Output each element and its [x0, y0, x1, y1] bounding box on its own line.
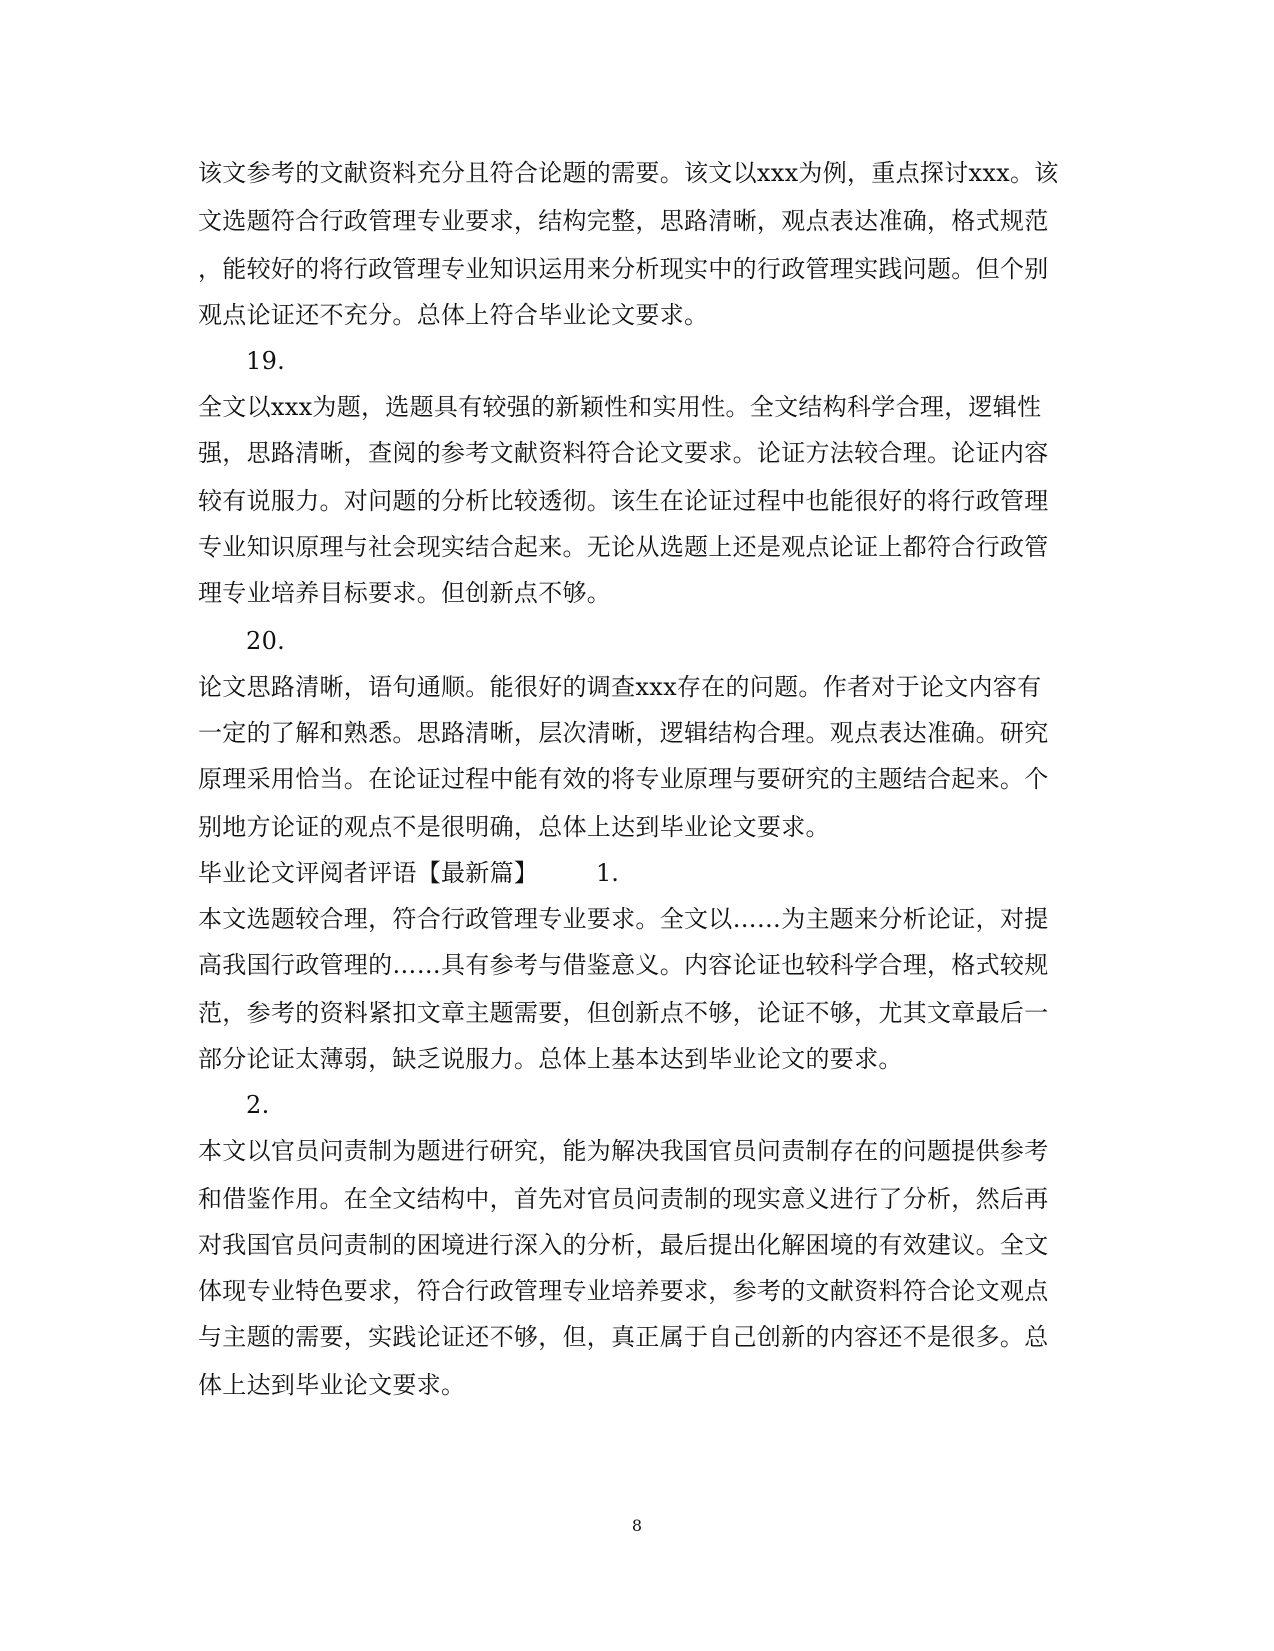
paragraph-line: 该文参考的文献资料充分且符合论题的需要。该文以xxx为例，重点探讨xxx。该	[198, 159, 1059, 187]
paragraph-line: 理专业培养目标要求。但创新点不够。	[198, 579, 612, 607]
item-number: 20.	[246, 627, 286, 655]
section-heading: 毕业论文评阅者评语【最新篇】	[198, 859, 539, 887]
paragraph-line: 一定的了解和熟悉。思路清晰，层次清晰，逻辑结构合理。观点表达准确。研究	[198, 719, 1049, 747]
paragraph-line: 观点论证还不充分。总体上符合毕业论文要求。	[198, 301, 709, 329]
paragraph-line: 体现专业特色要求，符合行政管理专业培养要求，参考的文献资料符合论文观点	[198, 1277, 1049, 1305]
paragraph-line: 原理采用恰当。在论证过程中能有效的将专业原理与要研究的主题结合起来。个	[198, 765, 1049, 793]
item-number: 19.	[246, 347, 286, 375]
item-number: 2.	[246, 1091, 270, 1119]
paragraph-line: 别地方论证的观点不是很明确，总体上达到毕业论文要求。	[198, 813, 830, 841]
paragraph-line: 范，参考的资料紧扣文章主题需要，但创新点不够，论证不够，尤其文章最后一	[198, 999, 1049, 1027]
paragraph-line: 专业知识原理与社会现实结合起来。无论从选题上还是观点论证上都符合行政管	[198, 533, 1049, 561]
paragraph-line: 本文选题较合理，符合行政管理专业要求。全文以……为主题来分析论证，对提	[198, 905, 1049, 933]
paragraph-line: 部分论证太薄弱，缺乏说服力。总体上基本达到毕业论文的要求。	[198, 1045, 903, 1073]
paragraph-line: 论文思路清晰，语句通顺。能很好的调查xxx存在的问题。作者对于论文内容有	[198, 673, 1042, 701]
paragraph-line: 体上达到毕业论文要求。	[198, 1371, 466, 1399]
paragraph-line: 和借鉴作用。在全文结构中，首先对官员问责制的现实意义进行了分析，然后再	[198, 1185, 1049, 1213]
paragraph-line: ，能较好的将行政管理专业知识运用来分析现实中的行政管理实践问题。但个别	[198, 255, 1049, 283]
paragraph-line: 本文以官员问责制为题进行研究，能为解决我国官员问责制存在的问题提供参考	[198, 1137, 1049, 1165]
paragraph-line: 高我国行政管理的……具有参考与借鉴意义。内容论证也较科学合理，格式较规	[198, 951, 1049, 979]
paragraph-line: 较有说服力。对问题的分析比较透彻。该生在论证过程中也能很好的将行政管理	[198, 487, 1049, 515]
paragraph-line: 全文以xxx为题，选题具有较强的新颖性和实用性。全文结构科学合理，逻辑性	[198, 393, 1042, 421]
paragraph-line: 强，思路清晰，查阅的参考文献资料符合论文要求。论证方法较合理。论证内容	[198, 439, 1049, 467]
paragraph-line: 与主题的需要，实践论证还不够，但，真正属于自己创新的内容还不是很多。总	[198, 1323, 1049, 1351]
item-number: 1.	[596, 859, 619, 887]
page-number: 8	[631, 1516, 643, 1535]
paragraph-line: 文选题符合行政管理专业要求，结构完整，思路清晰，观点表达准确，格式规范	[198, 207, 1049, 235]
paragraph-line: 对我国官员问责制的困境进行深入的分析，最后提出化解困境的有效建议。全文	[198, 1231, 1049, 1259]
